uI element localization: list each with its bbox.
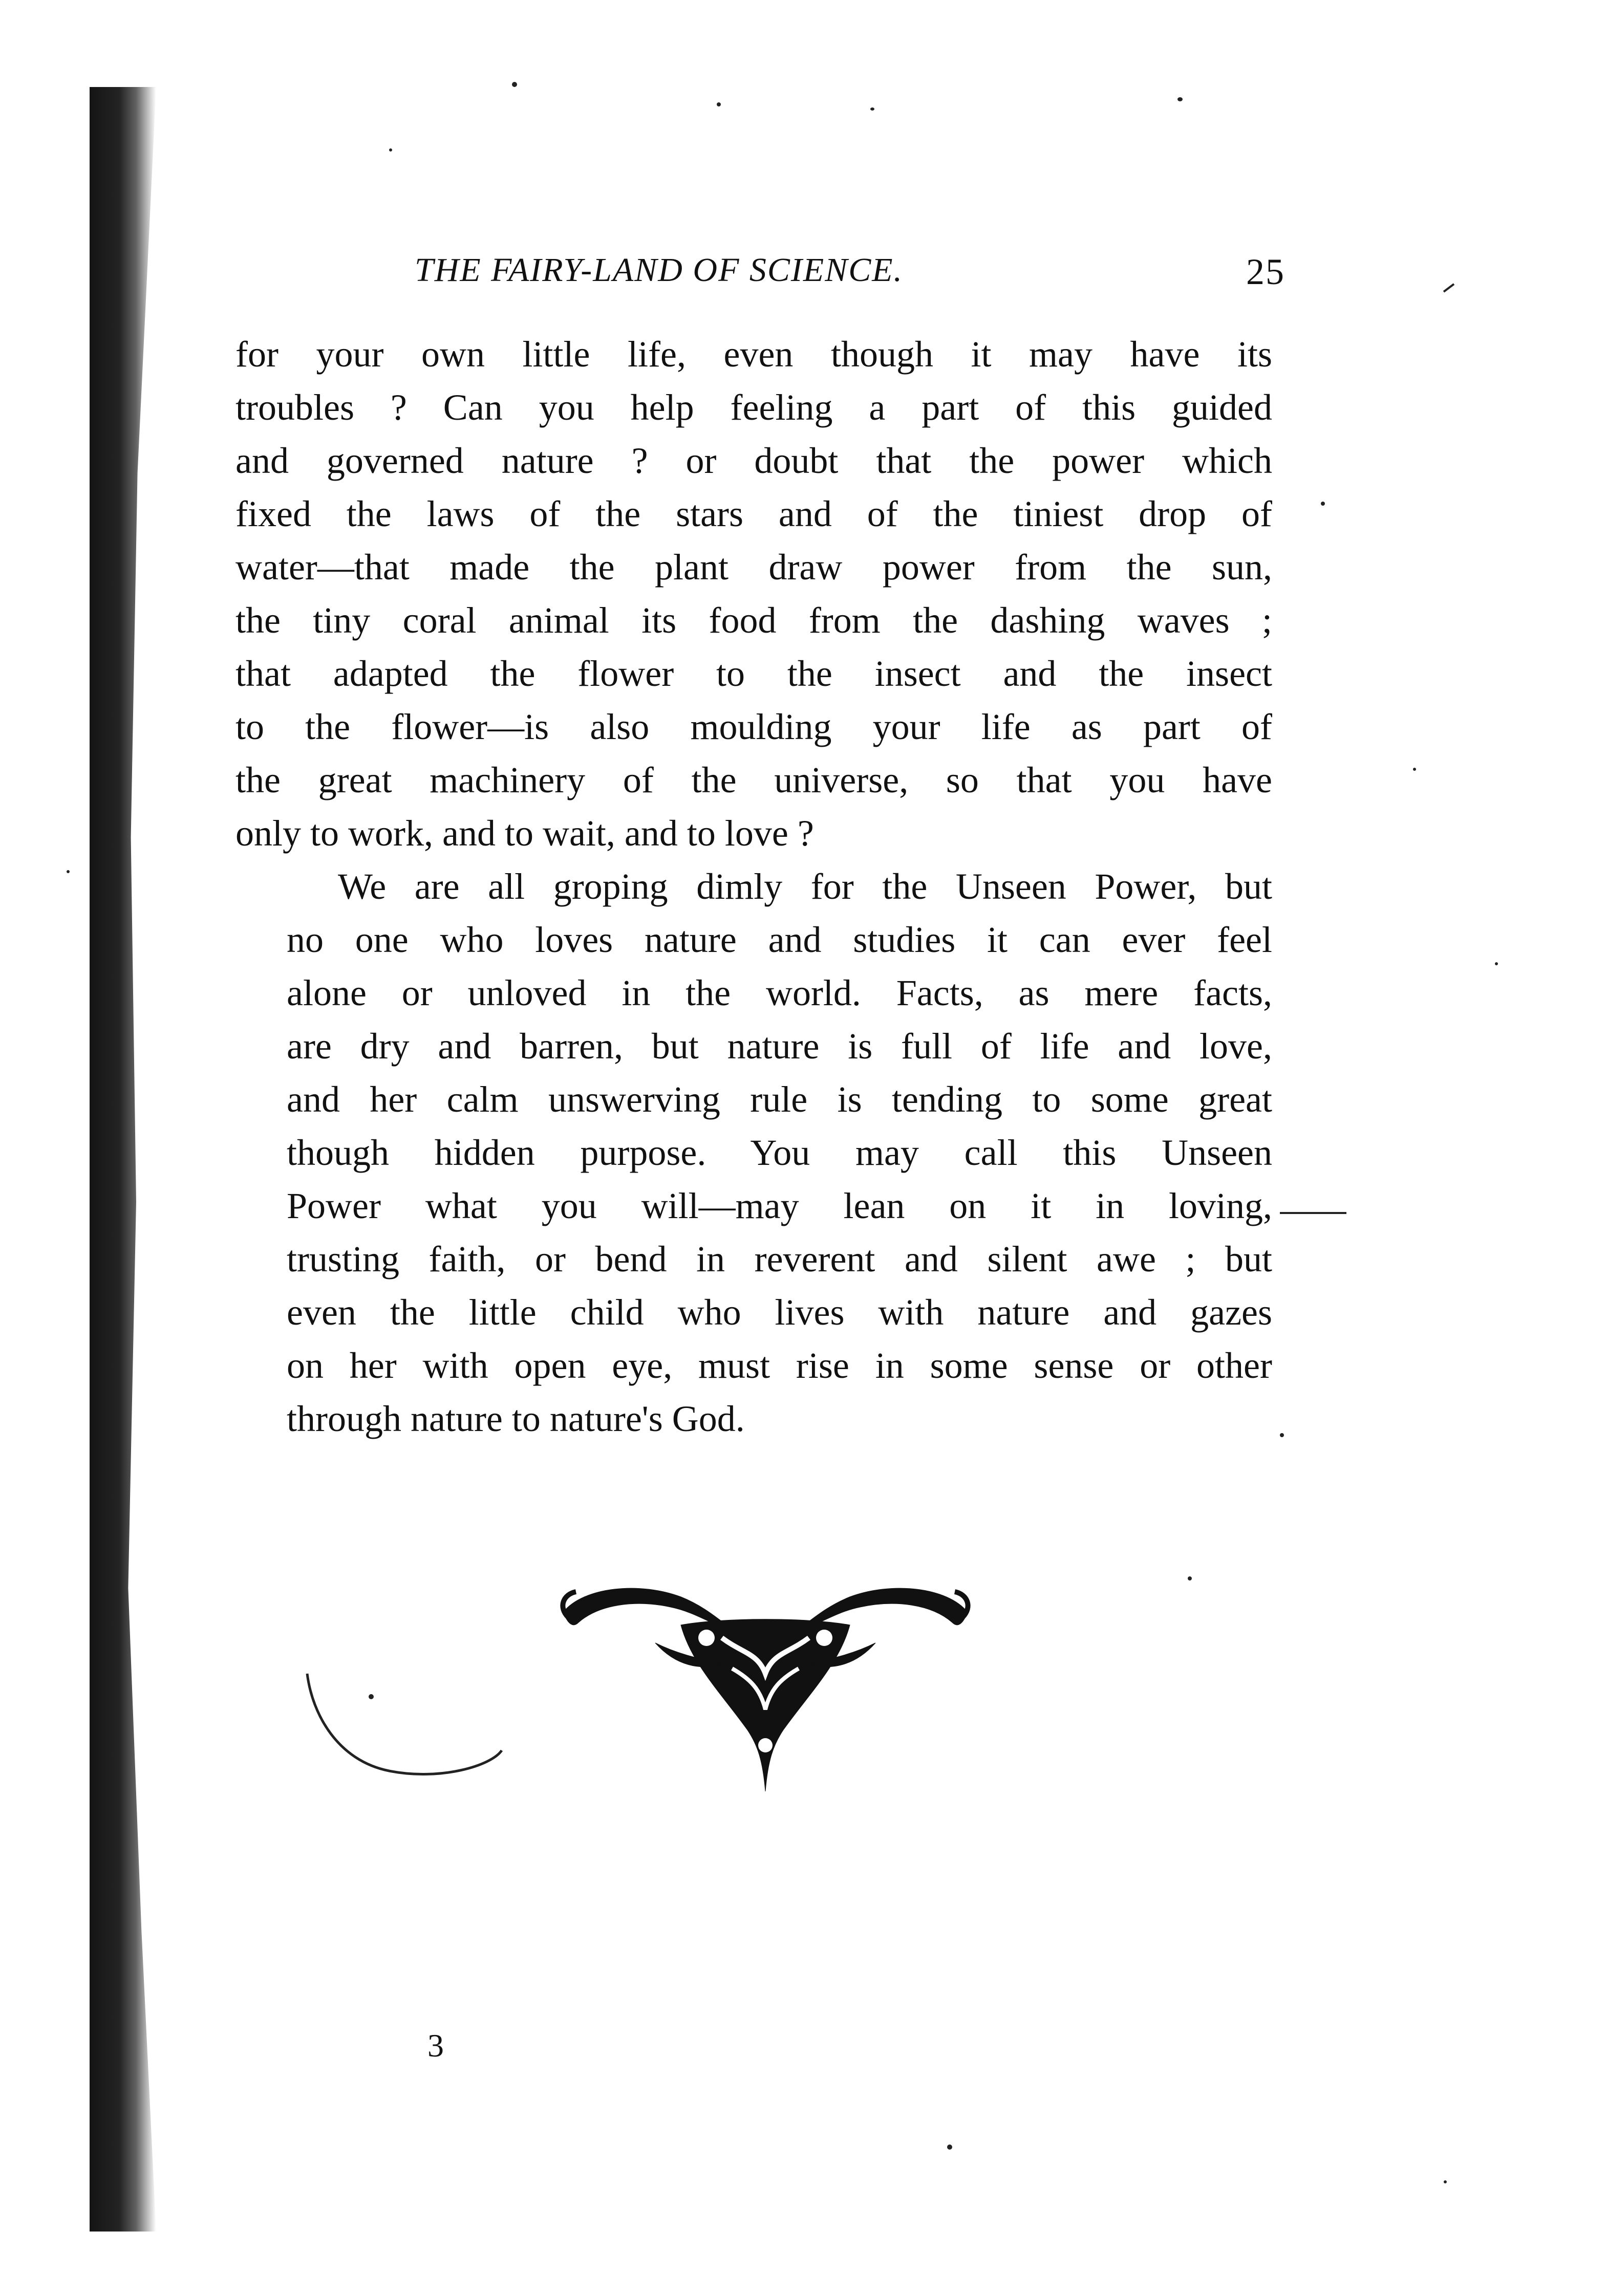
text-line: only to work, and to wait, and to love ? — [235, 813, 814, 854]
text-line: no one who loves nature and studies it can ever feel — [287, 919, 1272, 960]
text-line: Power what you will—may lean on it in loving, — [287, 1185, 1272, 1226]
text-line: trusting faith, or bend in reverent and silent awe ; but — [287, 1239, 1272, 1280]
text-line: even the little child who lives with nature and gazes — [287, 1292, 1272, 1333]
text-line: and governed nature ? or doubt that the power which — [235, 440, 1272, 481]
text-line: on her with open eye, must rise in some sense or other — [287, 1345, 1272, 1386]
text-line: that adapted the flower to the insect and the insect — [235, 653, 1272, 694]
text-line: are dry and barren, but nature is full of life and love, — [287, 1026, 1272, 1067]
text-line: water—that made the plant draw power from the sun, — [235, 547, 1272, 588]
text-line: fixed the laws of the stars and of the tiniest drop of — [235, 493, 1272, 534]
page-number: 25 — [1246, 251, 1285, 292]
text-line: through nature to nature's God. — [287, 1398, 745, 1439]
text-line: the tiny coral animal its food from the dashing waves ; — [235, 600, 1272, 641]
text-line: though hidden purpose. You may call this Unseen — [287, 1132, 1272, 1173]
text-line: troubles ? Can you help feeling a part of this guided — [235, 387, 1272, 428]
text-line: and her calm unswerving rule is tending to some great — [287, 1079, 1272, 1120]
text-line: for your own little life, even though it may have its — [235, 334, 1272, 375]
text-line: alone or unloved in the world. Facts, as mere facts, — [287, 972, 1272, 1013]
text-line: to the flower—is also moulding your life as part of — [235, 706, 1272, 747]
running-title: THE FAIRY-LAND OF SCIENCE. — [415, 251, 904, 289]
text-line: We are all groping dimly for the Unseen Power, but — [338, 866, 1272, 907]
text-line: the great machinery of the universe, so that you have — [235, 760, 1272, 800]
signature-mark: 3 — [427, 2027, 444, 2064]
